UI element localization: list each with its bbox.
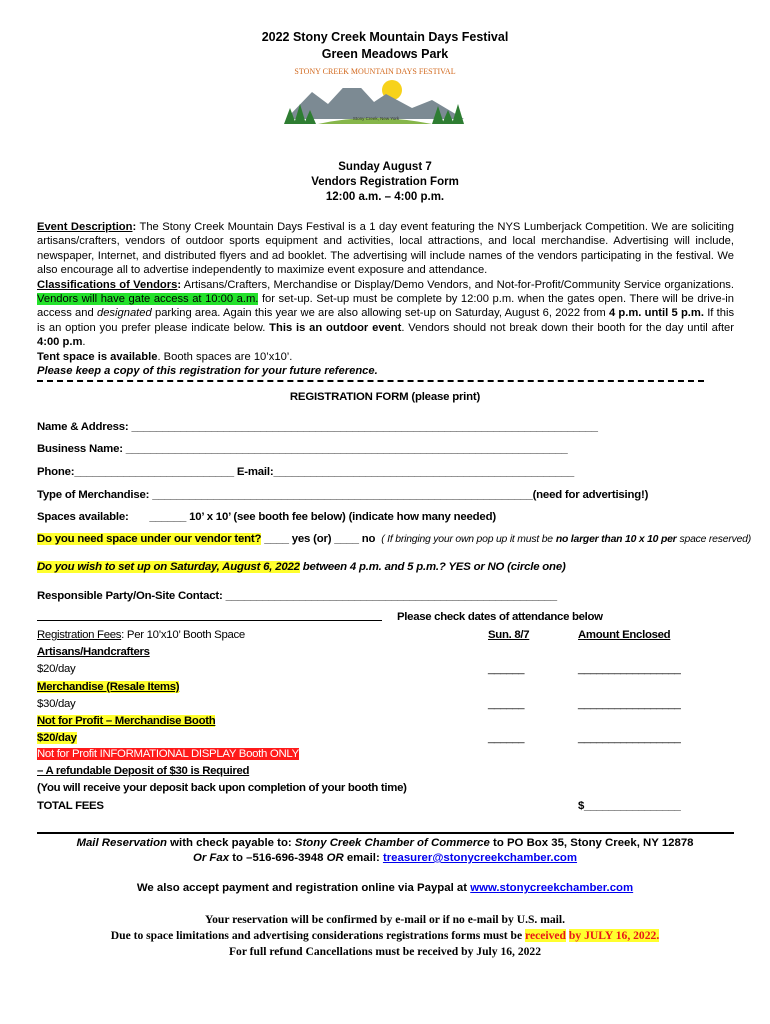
merchandise-category: Merchandise (Resale Items) bbox=[37, 681, 180, 693]
nfp-amount-blank[interactable]: _________________ bbox=[578, 732, 681, 744]
spaces-field[interactable]: Spaces available: ______ 10’ x 10’ (see booth fee below) (indicate how many needed) bbox=[37, 511, 496, 523]
description-text: The Stony Creek Mountain Days Festival is a 1 day event featuring the NYS Lumberjack Competition. We are soliciting artisans/crafters, vendors of outdoor sports equipment and activities, local attractions, and local merchandise. Advertising will include, newspaper, Internet, and distributed flyers and ad booklet. The advertising will include names of the vendors participating in the festival. We also encourage all to advertise independently to maximize event exposure and attendance. bbox=[37, 221, 734, 277]
amount-column-header: Amount Enclosed bbox=[578, 629, 671, 641]
mail-reservation-line: Mail Reservation with check payable to: Stony Creek Chamber of Commerce to PO Box 35, Stony Creek, NY 12878 bbox=[76, 837, 694, 849]
registration-heading: REGISTRATION FORM (please print) bbox=[289, 391, 481, 403]
cut-line bbox=[37, 380, 704, 382]
description-label: Event Description bbox=[37, 221, 133, 233]
fees-divider bbox=[37, 620, 382, 621]
business-name-field[interactable]: Business Name: ________________________________________________________________________ bbox=[37, 443, 568, 455]
check-dates-heading: Please check dates of attendance below bbox=[397, 611, 603, 623]
nfp-merchandise-price: $20/day bbox=[37, 732, 77, 744]
deposit-note: – A refundable Deposit of $30 is Required bbox=[37, 765, 250, 777]
keep-copy-note: Please keep a copy of this registration for your future reference. bbox=[37, 365, 378, 378]
paypal-line: We also accept payment and registration online via Paypal at www.stonycreekchamber.com bbox=[136, 882, 634, 894]
logo-arc-text: STONY CREEK MOUNTAIN DAYS FESTIVAL bbox=[294, 67, 456, 76]
classifications-text: Artisans/Crafters, Merchandise or Display/Demo Vendors, and Not-for-Profit/Community Service organizations. bbox=[183, 278, 734, 291]
tent-space-note: Tent space is available bbox=[37, 350, 158, 363]
artisans-price: $20/day bbox=[37, 663, 76, 675]
artisans-amount-blank[interactable]: _________________ bbox=[578, 663, 681, 675]
event-hours: 12:00 a.m. – 4:00 p.m. bbox=[325, 191, 445, 203]
classifications-label: Classifications of Vendors bbox=[37, 278, 178, 291]
saturday-setup-question[interactable]: Do you wish to set up on Saturday, August 6, 2022 between 4 p.m. and 5 p.m.? YES or NO (circle one) bbox=[37, 561, 566, 573]
event-description: Event Description: The Stony Creek Mountain Days Festival is a 1 day event featuring the NYS Lumberjack Competition. We are soliciting artisans/crafters, vendors of outdoor sports equipment and activities, local attractions, and local merchandise. Advertising will include, newspaper, Internet, and distributed flyers and ad booklet. The advertising will include names of the vendors participating in the festival. We also encourage all to advertise independently to maximize event exposure and attendance. Classifications of Vendors: Artisans/Crafters, Merchandise or Display/Demo Vendors, and Not-for-Profit/Community Service organizations. Vendors will have gate access at 10:00 a.m. for set-up. Set-up must be complete by 12:00 p.m. when the gates open. There will be drive-in access and designated parking area. Again this year we are also allowing set-up on Saturday, August 6, 2022 from 4 p.m. until 5 p.m. If this is an option you prefer please indicate below. This is an outdoor event. Vendors should not break down their booth for the day until after 4:00 p.m. Tent space is available. Booth spaces are 10’x10’. Please keep a copy of this registration for your future reference. bbox=[37, 221, 735, 378]
registration-fees-label: Registration Fees: Per 10’x10’ Booth Space bbox=[37, 629, 245, 641]
refund-note: For full refund Cancellations must be received by July 16, 2022 bbox=[228, 945, 542, 958]
footer-divider bbox=[37, 832, 734, 834]
confirmation-note: Your reservation will be confirmed by e-mail or if no e-mail by U.S. mail. bbox=[204, 913, 566, 926]
festival-logo bbox=[282, 64, 468, 126]
event-date: Sunday August 7 bbox=[338, 161, 432, 173]
festival-title: 2022 Stony Creek Mountain Days Festival bbox=[261, 30, 509, 44]
website-link[interactable]: www.stonycreekchamber.com bbox=[470, 882, 634, 894]
nfp-merchandise-category: Not for Profit – Merchandise Booth bbox=[37, 715, 216, 727]
park-name: Green Meadows Park bbox=[321, 47, 449, 61]
merchandise-type-field[interactable]: Type of Merchandise: ______________________________________________________________(need for advertising!) bbox=[37, 489, 649, 501]
name-address-field[interactable]: Name & Address: ____________________________________________________________________________ bbox=[37, 421, 598, 433]
deposit-return-note: (You will receive your deposit back upon completion of your booth time) bbox=[37, 782, 407, 794]
merchandise-sunday-blank[interactable]: ______ bbox=[488, 698, 525, 710]
responsible-party-field[interactable]: Responsible Party/On-Site Contact: ______________________________________________________ bbox=[37, 590, 557, 602]
deadline-note: Due to space limitations and advertising considerations registrations forms must be received by JULY 16, 2022. bbox=[110, 929, 660, 942]
merchandise-amount-blank[interactable]: _________________ bbox=[578, 698, 681, 710]
fax-email-line: Or Fax to –516-696-3948 OR email: treasurer@stonycreekchamber.com bbox=[192, 852, 578, 864]
setup-time: 4 p.m. until 5 p.m. bbox=[608, 307, 704, 320]
phone-email-field[interactable]: Phone:__________________________ E-mail:_________________________________________________ bbox=[37, 466, 575, 478]
form-title: Vendors Registration Form bbox=[311, 176, 459, 188]
merchandise-price: $30/day bbox=[37, 698, 76, 710]
email-link[interactable]: treasurer@stonycreekchamber.com bbox=[382, 852, 578, 864]
outdoor-event-note: This is an outdoor event bbox=[269, 321, 402, 334]
total-fees-label: TOTAL FEES bbox=[37, 800, 104, 812]
nfp-info-display-category: Not for Profit INFORMATIONAL DISPLAY Booth ONLY bbox=[37, 748, 299, 760]
total-fees-blank[interactable]: $________________ bbox=[578, 800, 681, 812]
nfp-sunday-blank[interactable]: ______ bbox=[488, 732, 525, 744]
vendor-tent-question[interactable]: Do you need space under our vendor tent? ____ yes (or) ____ no ( If bringing your own pop up it must be no larger than 10 x 10 per space reserved) bbox=[37, 533, 752, 545]
artisans-category: Artisans/Handcrafters bbox=[37, 646, 150, 658]
gate-access-highlight: Vendors will have gate access at 10:00 a.m. bbox=[37, 293, 259, 306]
artisans-sunday-blank[interactable]: ______ bbox=[488, 663, 525, 675]
logo-caption: Stony Creek, New York bbox=[352, 116, 400, 121]
sunday-column-header: Sun. 8/7 bbox=[488, 629, 530, 641]
